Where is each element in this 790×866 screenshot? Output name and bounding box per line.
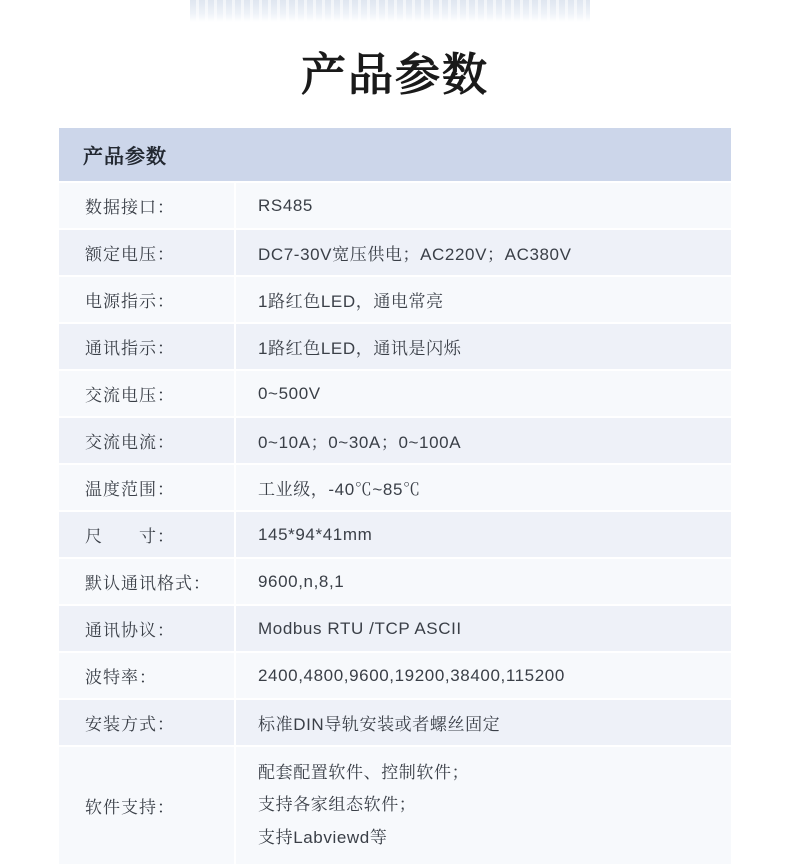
row-value-rated-voltage: DC7-30V宽压供电；AC220V；AC380V	[235, 229, 731, 276]
table-row	[59, 229, 731, 276]
table-row	[59, 605, 731, 652]
table-row	[59, 558, 731, 605]
row-label-ac-current: 交流电流：	[59, 417, 235, 464]
row-value-software-support	[235, 746, 731, 865]
table-row	[59, 276, 731, 323]
row-label-baud-rate: 波特率：	[59, 652, 235, 699]
top-decorative-band	[190, 0, 590, 22]
row-label-protocol: 通讯协议：	[59, 605, 235, 652]
table-header-row	[59, 128, 731, 182]
row-label-power-indicator: 电源指示：	[59, 276, 235, 323]
row-label-mounting: 安装方式：	[59, 699, 235, 746]
row-label-default-comm-format: 默认通讯格式：	[59, 558, 235, 605]
row-value-ac-current: 0~10A；0~30A；0~100A	[235, 417, 731, 464]
table-row	[59, 699, 731, 746]
row-value-power-indicator: 1路红色LED，通电常亮	[235, 276, 731, 323]
table-row	[59, 511, 731, 558]
software-support-line-1: 配套配置软件、控制软件；	[258, 763, 470, 782]
row-value-comm-indicator: 1路红色LED，通讯是闪烁	[235, 323, 731, 370]
table-row	[59, 182, 731, 229]
row-value-data-interface: RS485	[235, 182, 731, 229]
table-row	[59, 417, 731, 464]
row-label-temperature-range: 温度范围：	[59, 464, 235, 511]
page-title: 产品参数	[300, 48, 489, 101]
table-header-title: 产品参数	[59, 128, 731, 182]
row-value-default-comm-format: 9600,n,8,1	[235, 558, 731, 605]
row-value-mounting: 标准DIN导轨安装或者螺丝固定	[235, 699, 731, 746]
product-spec-table	[59, 128, 731, 866]
table-row	[59, 323, 731, 370]
row-label-dimensions: 尺 寸：	[59, 511, 235, 558]
table-row	[59, 652, 731, 699]
row-label-ac-voltage: 交流电压：	[59, 370, 235, 417]
row-label-data-interface: 数据接口：	[59, 182, 235, 229]
row-label-software-support: 软件支持：	[59, 746, 235, 865]
software-support-line-3: 支持Labviewd等	[258, 827, 388, 847]
row-value-ac-voltage: 0~500V	[235, 370, 731, 417]
row-value-protocol: Modbus RTU /TCP ASCII	[235, 605, 731, 652]
software-support-line-2: 支持各家组态软件；	[258, 795, 417, 815]
row-label-comm-indicator: 通讯指示：	[59, 323, 235, 370]
row-value-dimensions: 145*94*41mm	[235, 511, 731, 558]
row-value-baud-rate: 2400,4800,9600,19200,38400,115200	[235, 652, 731, 699]
table-row	[59, 464, 731, 511]
row-label-rated-voltage: 额定电压：	[59, 229, 235, 276]
row-value-temperature-range: 工业级，-40℃~85℃	[235, 464, 731, 511]
table-row	[59, 370, 731, 417]
table-row	[59, 746, 731, 865]
